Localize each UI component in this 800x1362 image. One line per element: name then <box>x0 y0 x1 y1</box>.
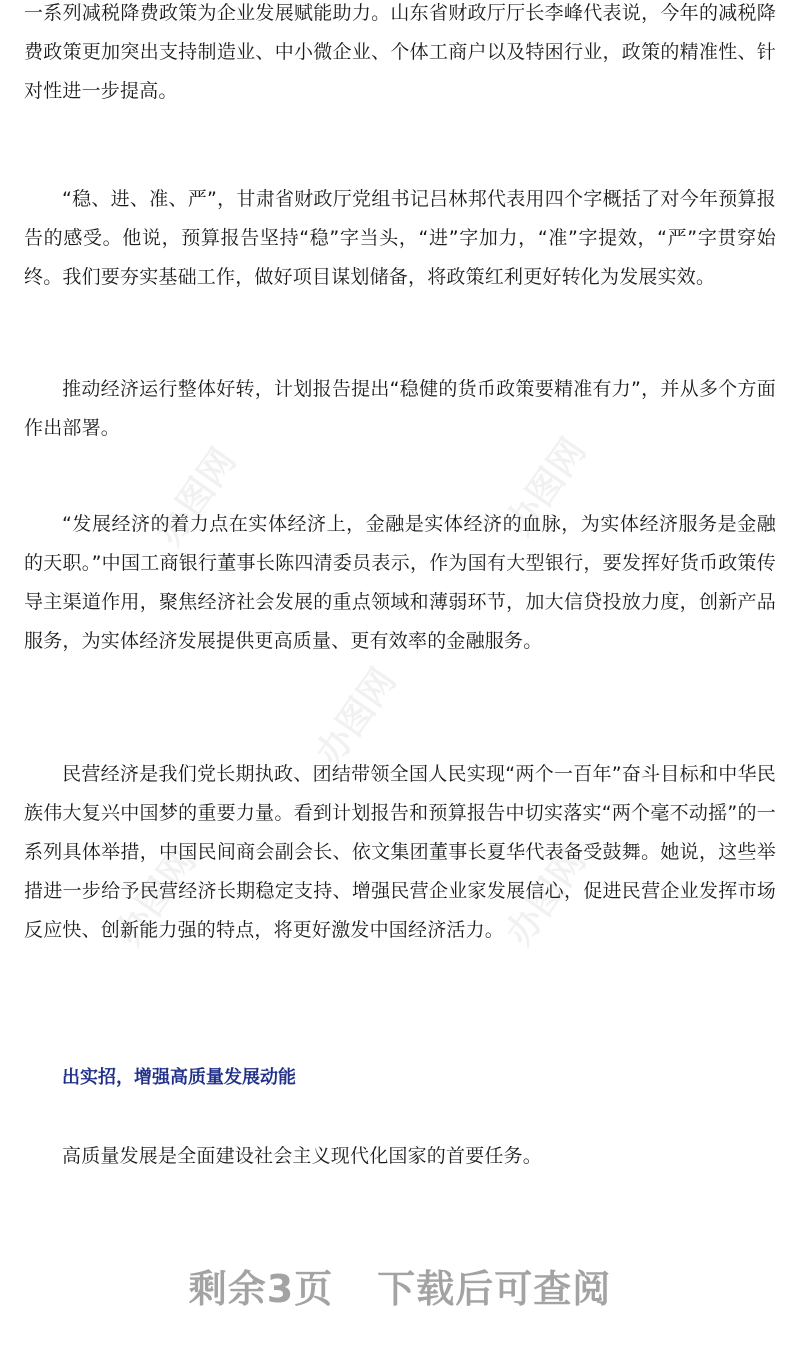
download-prompt[interactable] <box>0 1258 800 1313</box>
section-heading: 出实招，增强高质量发展动能 <box>62 1067 296 1088</box>
body-paragraph: 推动经济运行整体好转，计划报告提出“稳健的货币政策要精准有力”，并从多个方面作出部署。 <box>24 378 776 439</box>
watermark: 办图网 <box>498 431 595 544</box>
body-paragraph: 一系列减税降费政策为企业发展赋能助力。山东省财政厅厅长李峰代表说，今年的减税降费政策更加突出支持制造业、中小微企业、个体工商户以及特困行业，政策的精准性、针对性进一步提高。 <box>24 2 776 102</box>
watermark: 办图网 <box>498 841 595 954</box>
body-paragraph: “发展经济的着力点在实体经济上，金融是实体经济的血脉，为实体经济服务是金融的天职。”中国工商银行董事长陈四清委员表示，作为国有大型银行，要发挥好货币政策传导主渠道作用，聚焦经济社会发展的重点领域和薄弱环节，加大信贷投放力度，创新产品服务，为实体经济发展提供更高质量、更有效率的金融服务。 <box>24 513 776 652</box>
watermark: 办图网 <box>308 661 405 774</box>
watermark: 办图网 <box>108 841 205 954</box>
download-label: 下载后可查阅 <box>377 1267 612 1311</box>
watermark: 办图网 <box>148 441 245 554</box>
body-paragraph: 高质量发展是全面建设社会主义现代化国家的首要任务。 <box>62 1145 543 1167</box>
body-paragraph: 民营经济是我们党长期执政、团结带领全国人民实现“两个一百年”奋斗目标和中华民族伟大复兴中国梦的重要力量。看到计划报告和预算报告中切实落实“两个毫不动摇”的一系列具体举措，中国民间商会副会长、依文集团董事长夏华代表备受鼓舞。她说，这些举措进一步给予民营经济长期稳定支持、增强民营企业家发展信心，促进民营企业发挥市场反应快、创新能力强的特点，将更好激发中国经济活力。 <box>24 763 776 941</box>
remaining-pages-label: 剩余3页 <box>188 1267 334 1311</box>
body-paragraph: “稳、进、准、严”，甘肃省财政厅党组书记吕林邦代表用四个字概括了对今年预算报告的感受。他说，预算报告坚持“稳”字当头，“进”字加力，“准”字提效，“严”字贯穿始终。我们要夯实基础工作，做好项目谋划储备，将政策红利更好转化为发展实效。 <box>24 188 776 288</box>
